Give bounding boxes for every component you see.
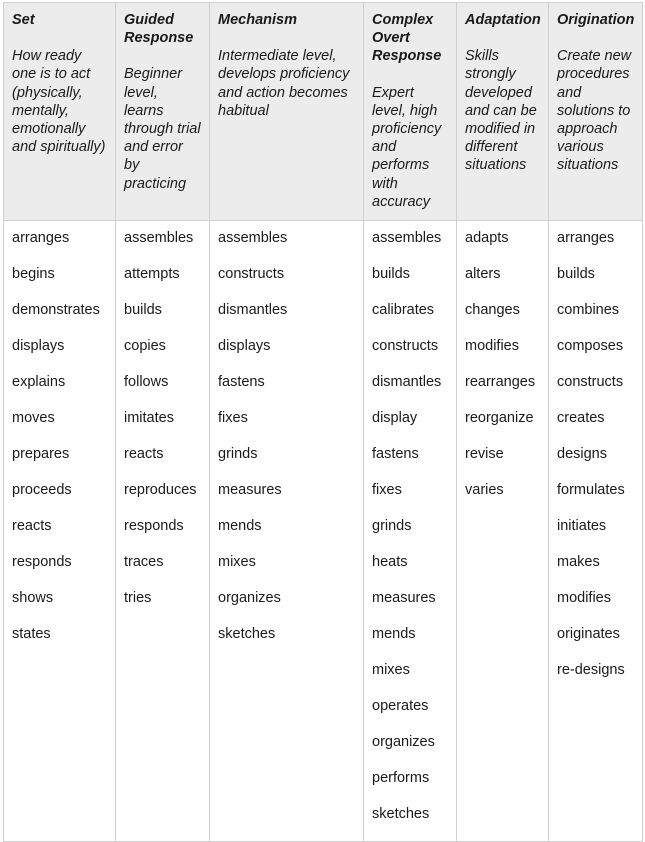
verb-item: responds	[124, 518, 184, 534]
verb-item: reacts	[124, 446, 164, 462]
header-mechanism	[210, 3, 364, 221]
verb-item: modifies	[557, 590, 611, 606]
verb-item: arranges	[12, 230, 70, 246]
verb-item: organizes	[372, 734, 435, 750]
level-title: Guided Response	[124, 12, 194, 47]
verb-item: mixes	[372, 662, 410, 678]
verb-item: demonstrates	[12, 302, 100, 318]
level-title: Origination	[557, 12, 635, 28]
verb-item: states	[12, 626, 51, 642]
verb-item: proceeds	[12, 482, 72, 498]
verbs-cell-set	[4, 221, 116, 842]
verbs-cell-origination	[549, 221, 643, 842]
verb-item: makes	[557, 554, 600, 570]
verb-item: tries	[124, 590, 152, 606]
verbs-cell-adaptation	[457, 221, 549, 842]
verb-item: displays	[12, 338, 65, 354]
verb-item: modifies	[465, 338, 519, 354]
verb-item: follows	[124, 374, 169, 390]
verb-item: builds	[124, 302, 162, 318]
verb-item: arranges	[557, 230, 615, 246]
verb-item: operates	[372, 698, 429, 714]
verb-item: mends	[218, 518, 262, 534]
verb-list	[465, 229, 540, 499]
verb-item: alters	[465, 266, 501, 282]
verb-item: begins	[12, 266, 55, 282]
verb-item: designs	[557, 446, 607, 462]
verb-item: reacts	[12, 518, 52, 534]
verb-list	[12, 229, 107, 643]
verb-item: responds	[12, 554, 72, 570]
header-guided-response	[116, 3, 210, 221]
verbs-cell-mechanism	[210, 221, 364, 842]
header-row	[4, 3, 643, 221]
verb-item: initiates	[557, 518, 607, 534]
verb-item: builds	[372, 266, 410, 282]
level-description: How ready one is to act (physically, mentally, emotionally and spiritually)	[12, 48, 106, 156]
level-title: Adaptation	[465, 12, 541, 28]
verb-list	[557, 229, 634, 679]
level-description: Expert level, high proficiency and performs with accuracy	[372, 84, 442, 210]
verb-item: reorganize	[465, 410, 534, 426]
verb-item: organizes	[218, 590, 281, 606]
verbs-row	[4, 221, 643, 842]
verb-item: grinds	[218, 446, 258, 462]
verb-item: fixes	[218, 410, 248, 426]
verb-item: adapts	[465, 230, 509, 246]
verb-item: prepares	[12, 446, 70, 462]
level-description: Create new procedures and solutions to approach various situations	[557, 48, 632, 174]
verb-item: reproduces	[124, 482, 197, 498]
verbs-cell-guided-response	[116, 221, 210, 842]
level-description: Beginner level, learns through trial and error by practicing	[124, 66, 201, 192]
verb-item: dismantles	[372, 374, 442, 390]
verb-item: dismantles	[218, 302, 288, 318]
verb-item: copies	[124, 338, 166, 354]
verb-item: sketches	[218, 626, 276, 642]
level-title: Mechanism	[218, 12, 297, 28]
verb-item: mends	[372, 626, 416, 642]
verb-item: performs	[372, 770, 430, 786]
verbs-cell-complex-overt-response	[364, 221, 457, 842]
header-origination	[549, 3, 643, 221]
verb-item: measures	[372, 590, 436, 606]
verb-item: moves	[12, 410, 55, 426]
verb-item: builds	[557, 266, 595, 282]
verb-item: displays	[218, 338, 271, 354]
verb-item: fixes	[372, 482, 402, 498]
verb-item: formulates	[557, 482, 625, 498]
verb-list	[218, 229, 355, 643]
level-title: Set	[12, 12, 35, 28]
verb-item: measures	[218, 482, 282, 498]
verb-item: creates	[557, 410, 605, 426]
verb-item: fastens	[372, 446, 419, 462]
header-adaptation	[457, 3, 549, 221]
verb-item: composes	[557, 338, 624, 354]
verb-item: constructs	[372, 338, 439, 354]
verb-item: display	[372, 410, 418, 426]
verb-item: assembles	[372, 230, 442, 246]
verb-item: calibrates	[372, 302, 435, 318]
level-title: Complex Overt Response	[372, 12, 442, 65]
verb-item: varies	[465, 482, 504, 498]
verb-item: revise	[465, 446, 504, 462]
verb-item: originates	[557, 626, 620, 642]
verbs-table	[3, 2, 643, 842]
verb-item: mixes	[218, 554, 256, 570]
verb-item: assembles	[218, 230, 288, 246]
verb-item: grinds	[372, 518, 412, 534]
verb-item: explains	[12, 374, 66, 390]
verb-item: attempts	[124, 266, 180, 282]
header-complex-overt-response	[364, 3, 457, 221]
verb-list	[124, 229, 201, 607]
verb-item: assembles	[124, 230, 194, 246]
verb-item: shows	[12, 590, 54, 606]
verb-item: imitates	[124, 410, 174, 426]
verb-item: traces	[124, 554, 164, 570]
verb-list	[372, 229, 448, 823]
verb-item: changes	[465, 302, 520, 318]
verb-item: fastens	[218, 374, 265, 390]
verb-item: combines	[557, 302, 620, 318]
verb-item: rearranges	[465, 374, 536, 390]
verb-item: re-designs	[557, 662, 625, 678]
verb-item: constructs	[557, 374, 624, 390]
verb-item: heats	[372, 554, 408, 570]
verb-item: sketches	[372, 806, 430, 822]
level-description: Intermediate level, develops proficiency and action becomes habitual	[218, 48, 350, 119]
level-description: Skills strongly developed and can be modified in different situations	[465, 48, 537, 174]
header-set	[4, 3, 116, 221]
verb-item: constructs	[218, 266, 285, 282]
